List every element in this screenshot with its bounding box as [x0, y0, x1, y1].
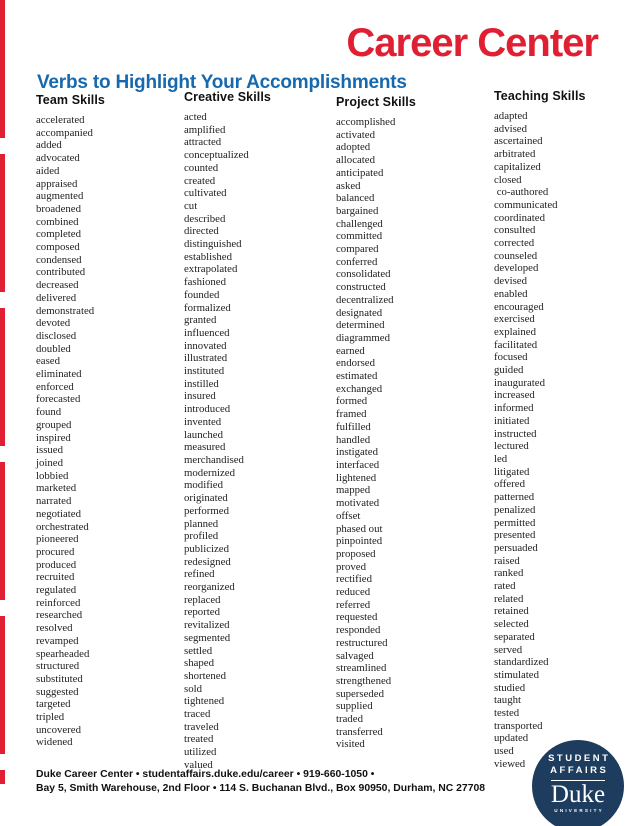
footer-contact-line: Duke Career Center • studentaffairs.duke.edu/career • 919-660-1050 •: [36, 769, 375, 780]
verb-item: framed: [336, 408, 367, 421]
verb-item: produced: [36, 558, 77, 571]
verb-item: added: [36, 139, 62, 152]
verb-item: devised: [494, 275, 527, 288]
verb-item: pinpointed: [336, 535, 383, 548]
verb-item: selected: [494, 618, 529, 631]
verb-item: formed: [336, 395, 368, 408]
verb-item: acted: [184, 111, 207, 123]
verb-item: eliminated: [36, 368, 82, 381]
verb-item: lectured: [494, 440, 529, 453]
verb-item: profiled: [184, 530, 219, 543]
verb-item: measured: [184, 441, 226, 454]
verb-item: disclosed: [36, 329, 77, 342]
verb-item: modernized: [184, 466, 235, 479]
verb-item: proposed: [336, 547, 376, 560]
verb-item: penalized: [494, 503, 536, 516]
verb-item: increased: [494, 389, 535, 402]
verb-item: reduced: [336, 586, 371, 599]
verb-item: counted: [184, 161, 219, 174]
verb-item: balanced: [336, 192, 375, 205]
verb-item: exchanged: [336, 382, 383, 395]
verb-item: originated: [184, 492, 228, 505]
verb-item: granted: [184, 314, 217, 327]
logo-affairs-text: AFFAIRS: [550, 764, 609, 776]
verb-item: adopted: [336, 141, 371, 154]
footer: [36, 768, 506, 796]
verb-item: enabled: [494, 287, 528, 300]
verb-item: traced: [184, 708, 211, 721]
verb-item: updated: [494, 732, 529, 745]
verb-list-project-skills: [336, 116, 486, 751]
verb-item: transported: [494, 719, 543, 732]
verb-item: directed: [184, 225, 219, 238]
verb-item: informed: [494, 402, 534, 415]
verb-item: proved: [336, 560, 366, 573]
verb-item: permitted: [494, 516, 536, 529]
verb-item: found: [36, 406, 62, 419]
verb-item: widened: [36, 736, 73, 749]
verb-column-creative-skills: [184, 90, 334, 772]
verb-item: procured: [36, 545, 75, 558]
verb-item: designated: [336, 306, 383, 319]
verb-item: separated: [494, 630, 535, 643]
verb-item: inaugurated: [494, 376, 545, 389]
red-dashed-edge: [0, 0, 5, 784]
verb-item: rated: [494, 580, 516, 593]
verb-item: responded: [336, 624, 381, 637]
verb-item: created: [184, 174, 216, 187]
verb-item: issued: [36, 444, 63, 457]
verb-item: insured: [184, 390, 216, 403]
verb-item: supplied: [336, 700, 373, 713]
verb-item: transferred: [336, 725, 383, 738]
verb-item: shaped: [184, 657, 214, 670]
verb-item: led: [494, 452, 508, 465]
verb-item: standardized: [494, 656, 549, 669]
verb-item: researched: [36, 609, 83, 622]
verb-item: extrapolated: [184, 263, 238, 276]
verb-item: instigated: [336, 446, 378, 459]
verb-item: rectified: [336, 573, 372, 586]
verb-item: raised: [494, 554, 520, 567]
verb-item: constructed: [336, 281, 386, 294]
verb-item: offset: [336, 509, 361, 522]
verb-item: visited: [336, 738, 365, 751]
verb-item: co-authored: [494, 186, 549, 199]
verb-item: phased out: [336, 522, 383, 535]
verb-item: structured: [36, 660, 80, 673]
verb-item: refined: [184, 568, 215, 581]
verb-item: related: [494, 592, 524, 605]
verb-item: restructured: [336, 636, 388, 649]
verb-item: conferred: [336, 255, 378, 268]
verb-item: ascertained: [494, 135, 543, 148]
verb-item: invented: [184, 415, 222, 428]
verb-item: litigated: [494, 465, 530, 478]
verb-item: used: [494, 745, 514, 758]
verb-item: settled: [184, 644, 213, 657]
verb-item: targeted: [36, 698, 71, 711]
verb-item: bargained: [336, 204, 379, 217]
student-affairs-duke-logo: [532, 740, 624, 826]
logo-university-text: UNIVERSITY: [554, 808, 604, 813]
verb-item: arbitrated: [494, 148, 536, 161]
verb-column-team-skills: [36, 93, 186, 749]
verb-item: taught: [494, 694, 521, 707]
verb-item: amplified: [184, 123, 226, 136]
verb-column-teaching-skills: [494, 89, 638, 771]
verb-item: negotiated: [36, 507, 81, 520]
verb-item: corrected: [494, 237, 535, 250]
column-header-creative-skills: Creative Skills: [184, 90, 271, 104]
verb-item: challenged: [336, 217, 383, 230]
verb-item: sold: [184, 682, 202, 695]
logo-duke-wordmark: Duke: [550, 781, 606, 808]
page-title: Career Center: [346, 21, 598, 65]
verb-item: facilitated: [494, 338, 538, 351]
verb-item: lightened: [336, 471, 377, 484]
verb-item: advocated: [36, 152, 80, 165]
verb-item: consulted: [494, 224, 536, 237]
verb-item: fashioned: [184, 276, 226, 289]
verb-item: doubled: [36, 342, 71, 355]
verb-item: superseded: [336, 687, 384, 700]
verb-item: described: [184, 212, 226, 225]
verb-list-creative-skills: [184, 111, 334, 772]
verb-item: reported: [184, 606, 220, 619]
verb-item: endorsed: [336, 357, 375, 370]
verb-item: interfaced: [336, 458, 380, 471]
verb-item: merchandised: [184, 453, 244, 466]
verb-item: publicized: [184, 542, 229, 555]
verb-item: modified: [184, 479, 223, 492]
verb-item: accomplished: [336, 116, 396, 128]
verb-item: explained: [494, 325, 536, 338]
verb-item: broadened: [36, 202, 81, 215]
verb-item: joined: [36, 456, 63, 469]
column-header-teaching-skills: Teaching Skills: [494, 89, 586, 103]
verb-item: patterned: [494, 491, 535, 504]
verb-item: initiated: [494, 414, 530, 427]
verb-item: advised: [494, 122, 527, 135]
verb-item: replaced: [184, 593, 221, 606]
verb-item: augmented: [36, 190, 84, 203]
verb-item: reinforced: [36, 596, 81, 609]
verb-item: presented: [494, 529, 536, 542]
verb-item: valued: [184, 758, 213, 771]
verb-item: illustrated: [184, 352, 228, 365]
verb-item: accompanied: [36, 126, 93, 139]
verb-item: exercised: [494, 313, 535, 326]
verb-item: revamped: [36, 634, 79, 647]
verb-item: uncovered: [36, 723, 81, 736]
verb-item: strengthened: [336, 674, 392, 687]
verb-item: recruited: [36, 571, 75, 584]
verb-item: combined: [36, 215, 79, 228]
verb-item: pioneered: [36, 533, 79, 546]
verb-item: allocated: [336, 154, 375, 167]
verb-item: requested: [336, 611, 378, 624]
verb-item: retained: [494, 605, 529, 618]
verb-item: streamlined: [336, 662, 387, 675]
verb-item: fulfilled: [336, 420, 371, 433]
verb-item: appraised: [36, 177, 78, 190]
verb-item: anticipated: [336, 166, 384, 179]
verb-item: reorganized: [184, 581, 235, 594]
verb-item: consolidated: [336, 268, 391, 281]
verb-item: innovated: [184, 339, 227, 352]
verb-item: planned: [184, 517, 219, 530]
verb-item: decentralized: [336, 293, 394, 306]
verb-item: demonstrated: [36, 304, 95, 317]
verb-item: treated: [184, 733, 214, 746]
verb-item: composed: [36, 241, 80, 254]
column-header-team-skills: Team Skills: [36, 93, 105, 107]
verb-item: handled: [336, 433, 371, 446]
verb-item: attracted: [184, 136, 222, 149]
verb-item: established: [184, 250, 232, 263]
verb-item: compared: [336, 243, 379, 256]
verb-item: substituted: [36, 672, 83, 685]
footer-address-line: Bay 5, Smith Warehouse, 2nd Floor • 114 S. Buchanan Blvd., Box 90950, Durham, NC 27708: [36, 783, 486, 794]
verb-item: tightened: [184, 695, 225, 708]
verb-item: activated: [336, 128, 375, 141]
verb-item: regulated: [36, 584, 77, 597]
verb-item: suggested: [36, 685, 79, 698]
verb-item: viewed: [494, 757, 526, 770]
verb-item: segmented: [184, 631, 231, 644]
verb-item: instilled: [184, 377, 219, 390]
column-header-project-skills: Project Skills: [336, 95, 416, 109]
verb-item: orchestrated: [36, 520, 89, 533]
verb-item: adapted: [494, 110, 528, 122]
verb-item: ranked: [494, 567, 524, 580]
verb-item: influenced: [184, 326, 230, 339]
verb-item: instituted: [184, 365, 225, 378]
verb-item: tested: [494, 707, 520, 720]
logo-student-text: STUDENT: [548, 753, 611, 764]
verb-item: cut: [184, 199, 198, 212]
verb-item: forecasted: [36, 393, 81, 406]
verb-item: founded: [184, 288, 220, 301]
verb-item: encouraged: [494, 300, 544, 313]
verb-item: determined: [336, 319, 385, 332]
verb-item: cultivated: [184, 187, 227, 200]
page-subtitle: Verbs to Highlight Your Accomplishments: [37, 72, 407, 93]
verb-item: offered: [494, 478, 525, 491]
verb-item: grouped: [36, 418, 72, 431]
verb-item: redesigned: [184, 555, 231, 568]
verb-item: marketed: [36, 482, 77, 495]
verb-item: introduced: [184, 403, 231, 416]
verb-item: distinguished: [184, 238, 242, 251]
verb-item: mapped: [336, 484, 371, 497]
verb-item: utilized: [184, 746, 217, 759]
verb-item: focused: [494, 351, 528, 364]
verb-item: spearheaded: [36, 647, 90, 660]
verb-item: closed: [494, 173, 522, 186]
verb-item: contributed: [36, 266, 86, 279]
verb-item: revitalized: [184, 619, 230, 632]
verb-item: narrated: [36, 495, 72, 508]
verb-item: accelerated: [36, 114, 85, 126]
verb-item: diagrammed: [336, 331, 390, 344]
verb-item: performed: [184, 504, 229, 517]
verb-item: guided: [494, 364, 524, 377]
verb-item: resolved: [36, 622, 73, 635]
verb-item: referred: [336, 598, 371, 611]
verb-item: capitalized: [494, 160, 541, 173]
verb-item: persuaded: [494, 541, 538, 554]
verb-item: conceptualized: [184, 149, 249, 162]
verb-item: earned: [336, 344, 365, 357]
verb-list-team-skills: [36, 114, 186, 749]
verb-item: launched: [184, 428, 223, 441]
verb-item: aided: [36, 164, 60, 177]
verb-item: served: [494, 643, 523, 656]
verb-item: traveled: [184, 720, 219, 733]
verb-item: eased: [36, 355, 60, 368]
verb-item: salvaged: [336, 649, 374, 662]
verb-item: coordinated: [494, 211, 545, 224]
verb-item: studied: [494, 681, 526, 694]
verb-item: shortened: [184, 669, 226, 682]
verb-item: stimulated: [494, 668, 539, 681]
verb-item: asked: [336, 179, 361, 192]
verb-item: devoted: [36, 317, 71, 330]
verb-item: condensed: [36, 253, 82, 266]
verb-item: tripled: [36, 711, 65, 724]
verb-item: delivered: [36, 291, 77, 304]
verb-item: committed: [336, 230, 383, 243]
verb-item: inspired: [36, 431, 71, 444]
verb-item: traded: [336, 713, 363, 726]
verb-item: counseled: [494, 249, 538, 262]
verb-column-project-skills: [336, 95, 486, 751]
verb-item: communicated: [494, 198, 558, 211]
verb-item: lobbied: [36, 469, 69, 482]
verb-item: enforced: [36, 380, 74, 393]
verb-item: motivated: [336, 497, 380, 510]
verb-item: formalized: [184, 301, 231, 314]
verb-item: estimated: [336, 370, 378, 383]
verb-list-teaching-skills: [494, 110, 638, 771]
verb-item: completed: [36, 228, 81, 241]
verb-item: developed: [494, 262, 539, 275]
verb-item: decreased: [36, 279, 79, 292]
verb-item: instructed: [494, 427, 537, 440]
